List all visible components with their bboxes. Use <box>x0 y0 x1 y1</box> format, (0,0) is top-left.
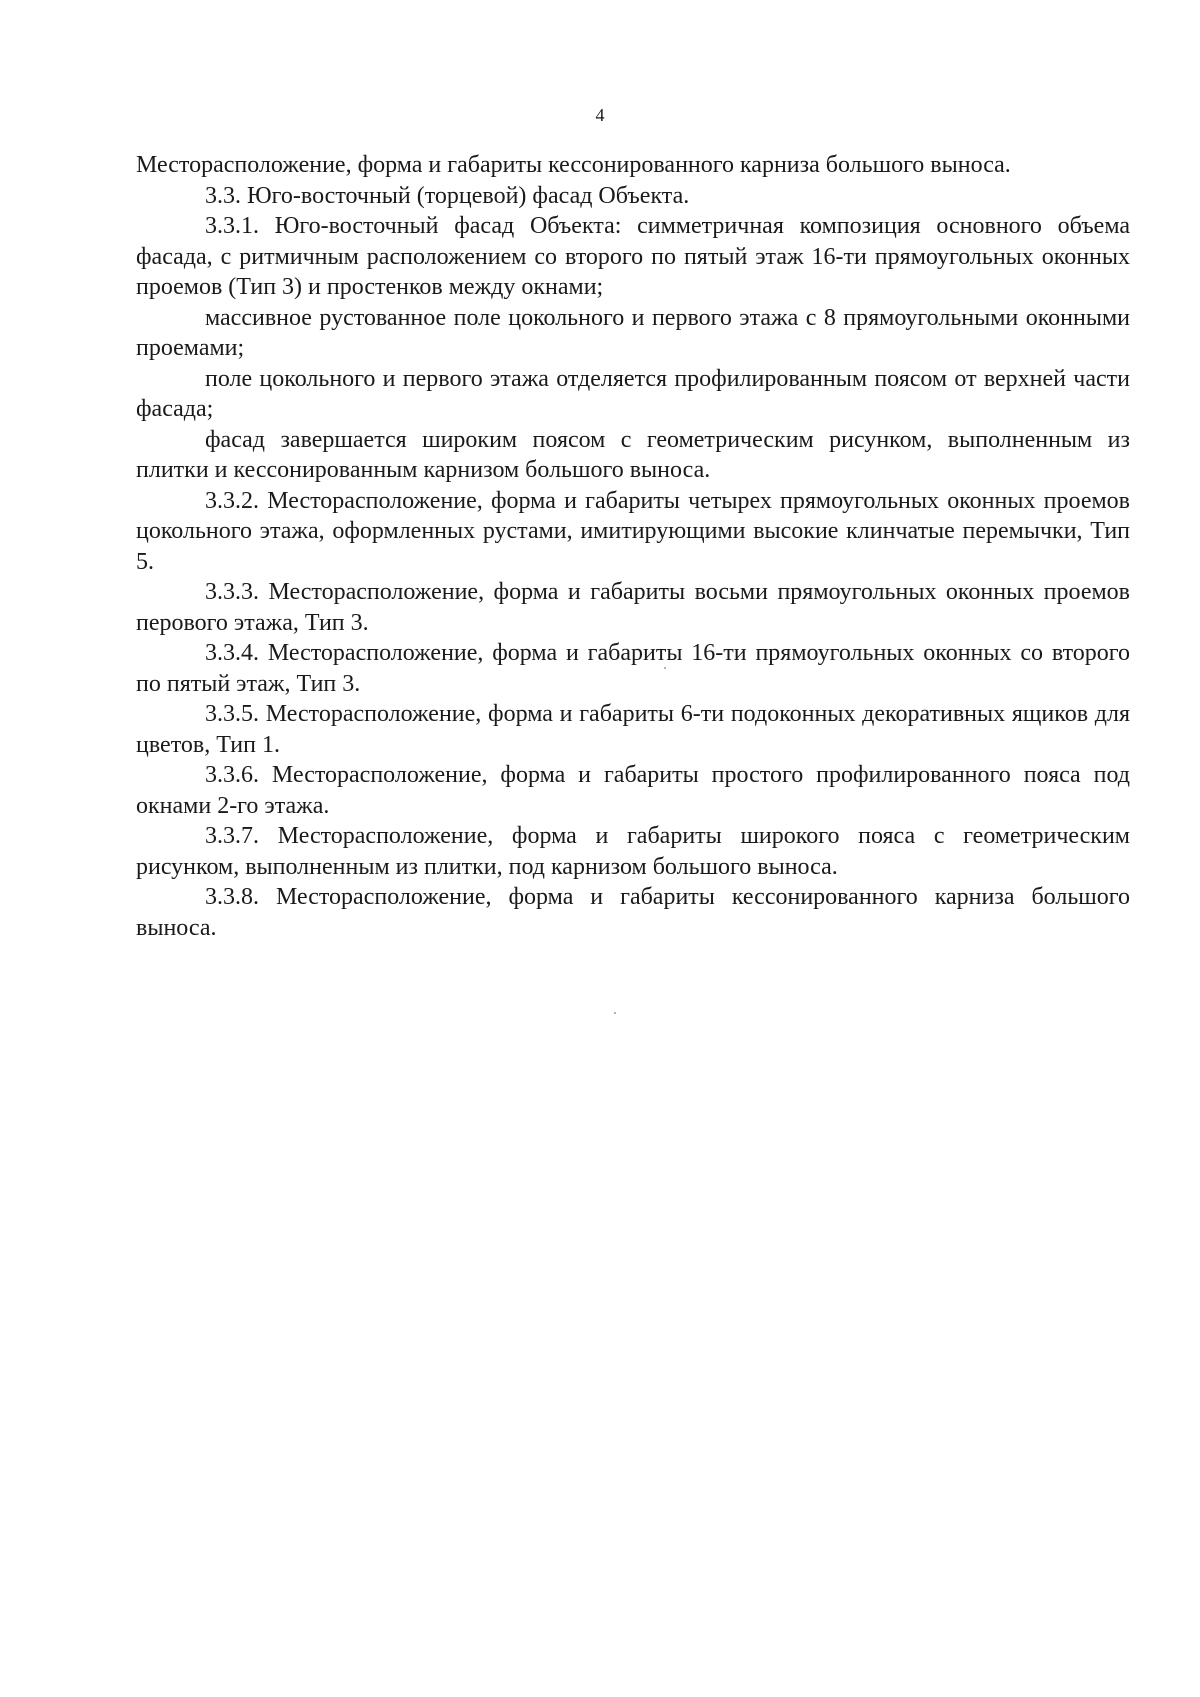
paragraph-3-3-2: 3.3.2. Месторасположение, форма и габариты четырех прямоугольных оконных проемов цокольного этажа, оформленных рустами, имитирующими высокие клинчатые перемычки, Тип 5. <box>136 487 1130 575</box>
paragraph-3-3-7: 3.3.7. Месторасположение, форма и габариты широкого пояса с геометрическим рисунком, выполненным из плитки, под карнизом большого выноса. <box>136 823 1130 880</box>
paragraph-3-3-4: 3.3.4. Месторасположение, форма и габариты 16-ти прямоугольных оконных со второго по пятый этаж, Тип 3. <box>136 640 1130 697</box>
paragraph-profiled-belt: поле цокольного и первого этажа отделяется профилированным поясом от верхней части фасада; <box>136 365 1130 422</box>
paragraph-3-3-5: 3.3.5. Месторасположение, форма и габариты 6-ти подоконных декоративных ящиков для цветов, Тип 1. <box>136 701 1130 758</box>
paragraph-section-3-3: 3.3. Юго-восточный (торцевой) фасад Объекта. <box>205 182 690 209</box>
page-number: 4 <box>595 105 605 125</box>
paragraph-3-3-8: 3.3.8. Месторасположение, форма и габариты кессонированного карниза большого выноса. <box>136 884 1130 941</box>
scan-speck <box>614 1012 616 1014</box>
paragraph-cornice-continuation: Месторасположение, форма и габариты кессонированного карниза большого выноса. <box>136 152 1011 178</box>
scan-speck <box>664 667 666 669</box>
paragraph-3-3-3: 3.3.3. Месторасположение, форма и габариты восьми прямоугольных оконных проемов перового этажа, Тип 3. <box>136 579 1130 636</box>
paragraph-3-3-6: 3.3.6. Месторасположение, форма и габариты простого профилированного пояса под окнами 2-го этажа. <box>136 762 1130 819</box>
paragraph-facade-completion: фасад завершается широким поясом с геометрическим рисунком, выполненным из плитки и кессонированным карнизом большого выноса. <box>136 426 1130 483</box>
document-body <box>136 150 1130 943</box>
paragraph-rusticated-field: массивное рустованное поле цокольного и первого этажа с 8 прямоугольными оконными проемами; <box>136 304 1130 361</box>
paragraph-3-3-1: 3.3.1. Юго-восточный фасад Объекта: симметричная композиция основного объема фасада, с ритмичным расположением со второго по пятый этаж 16-ти прямоугольных оконных проемов (Тип 3) и простенков между окнами; <box>136 213 1130 300</box>
